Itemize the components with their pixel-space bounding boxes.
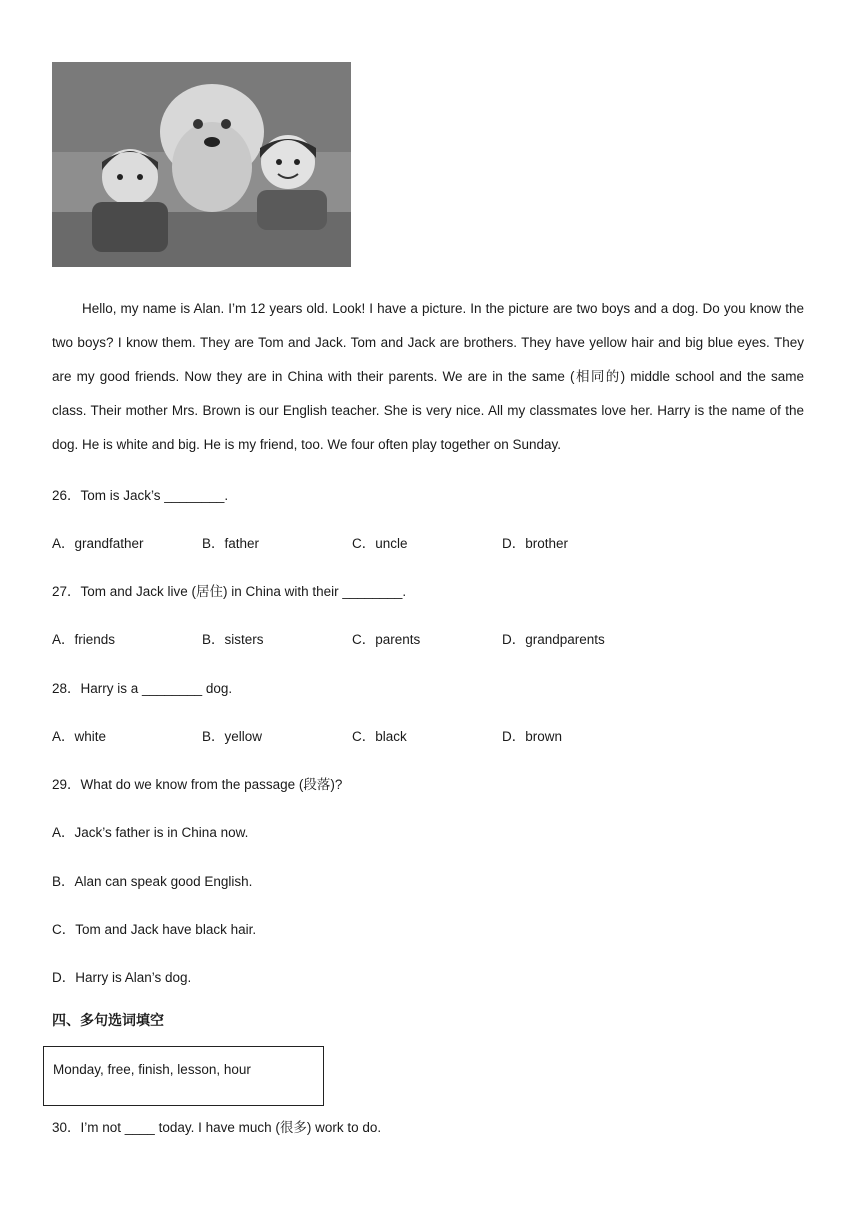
option-b[interactable]: B．Alan can speak good English. — [52, 874, 253, 889]
option-c[interactable]: C．parents — [352, 632, 421, 647]
question-26: 26．Tom is Jack’s ________. — [52, 488, 229, 503]
option-d[interactable]: D．grandparents — [502, 632, 605, 647]
question-28-options — [52, 725, 652, 745]
option-d[interactable]: D．brother — [502, 536, 569, 551]
option-a[interactable]: A．white — [52, 729, 107, 744]
reading-passage: Hello, my name is Alan. I’m 12 years old. Look! I have a picture. In the picture are two boys and a dog. Do you know the two boys? I know them. They are Tom and Jack. Tom and Jack are brothers. They have yellow hair and big blue eyes. They are my good friends. Now they are in China with their parents. We are in the same (相同的) middle school and the same class. Their mother Mrs. Brown is our English teacher. She is very nice. All my classmates love her. Harry is the name of the dog. He is white and big. He is my friend, too. We four often play together on Sunday. — [52, 301, 804, 452]
question-27-options — [52, 628, 652, 648]
option-a[interactable]: A．friends — [52, 632, 116, 647]
passage-photo — [52, 62, 351, 267]
question-27: 27．Tom and Jack live (居住) in China with their ________. — [52, 584, 407, 599]
option-c[interactable]: C．uncle — [352, 536, 408, 551]
question-30: 30．I’m not ____ today. I have much (很多) work to do. — [52, 1120, 382, 1135]
option-c[interactable]: C．black — [352, 729, 407, 744]
word-bank-box — [43, 1046, 324, 1106]
option-b[interactable]: B．father — [202, 536, 260, 551]
option-c[interactable]: C．Tom and Jack have black hair. — [52, 922, 257, 937]
option-a[interactable]: A．grandfather — [52, 536, 144, 551]
question-26-options — [52, 532, 652, 552]
photo-two-boys-and-dog — [52, 62, 351, 267]
section-heading: 四、多句选词填空 — [52, 1012, 164, 1028]
option-b[interactable]: B．sisters — [202, 632, 264, 647]
option-d[interactable]: D．brown — [502, 729, 563, 744]
option-d[interactable]: D．Harry is Alan’s dog. — [52, 970, 192, 985]
option-b[interactable]: B．yellow — [202, 729, 263, 744]
word-bank: Monday, free, finish, lesson, hour — [53, 1062, 251, 1077]
option-a[interactable]: A．Jack’s father is in China now. — [52, 825, 249, 840]
question-28: 28．Harry is a ________ dog. — [52, 681, 233, 696]
question-29: 29．What do we know from the passage (段落)? — [52, 777, 343, 792]
